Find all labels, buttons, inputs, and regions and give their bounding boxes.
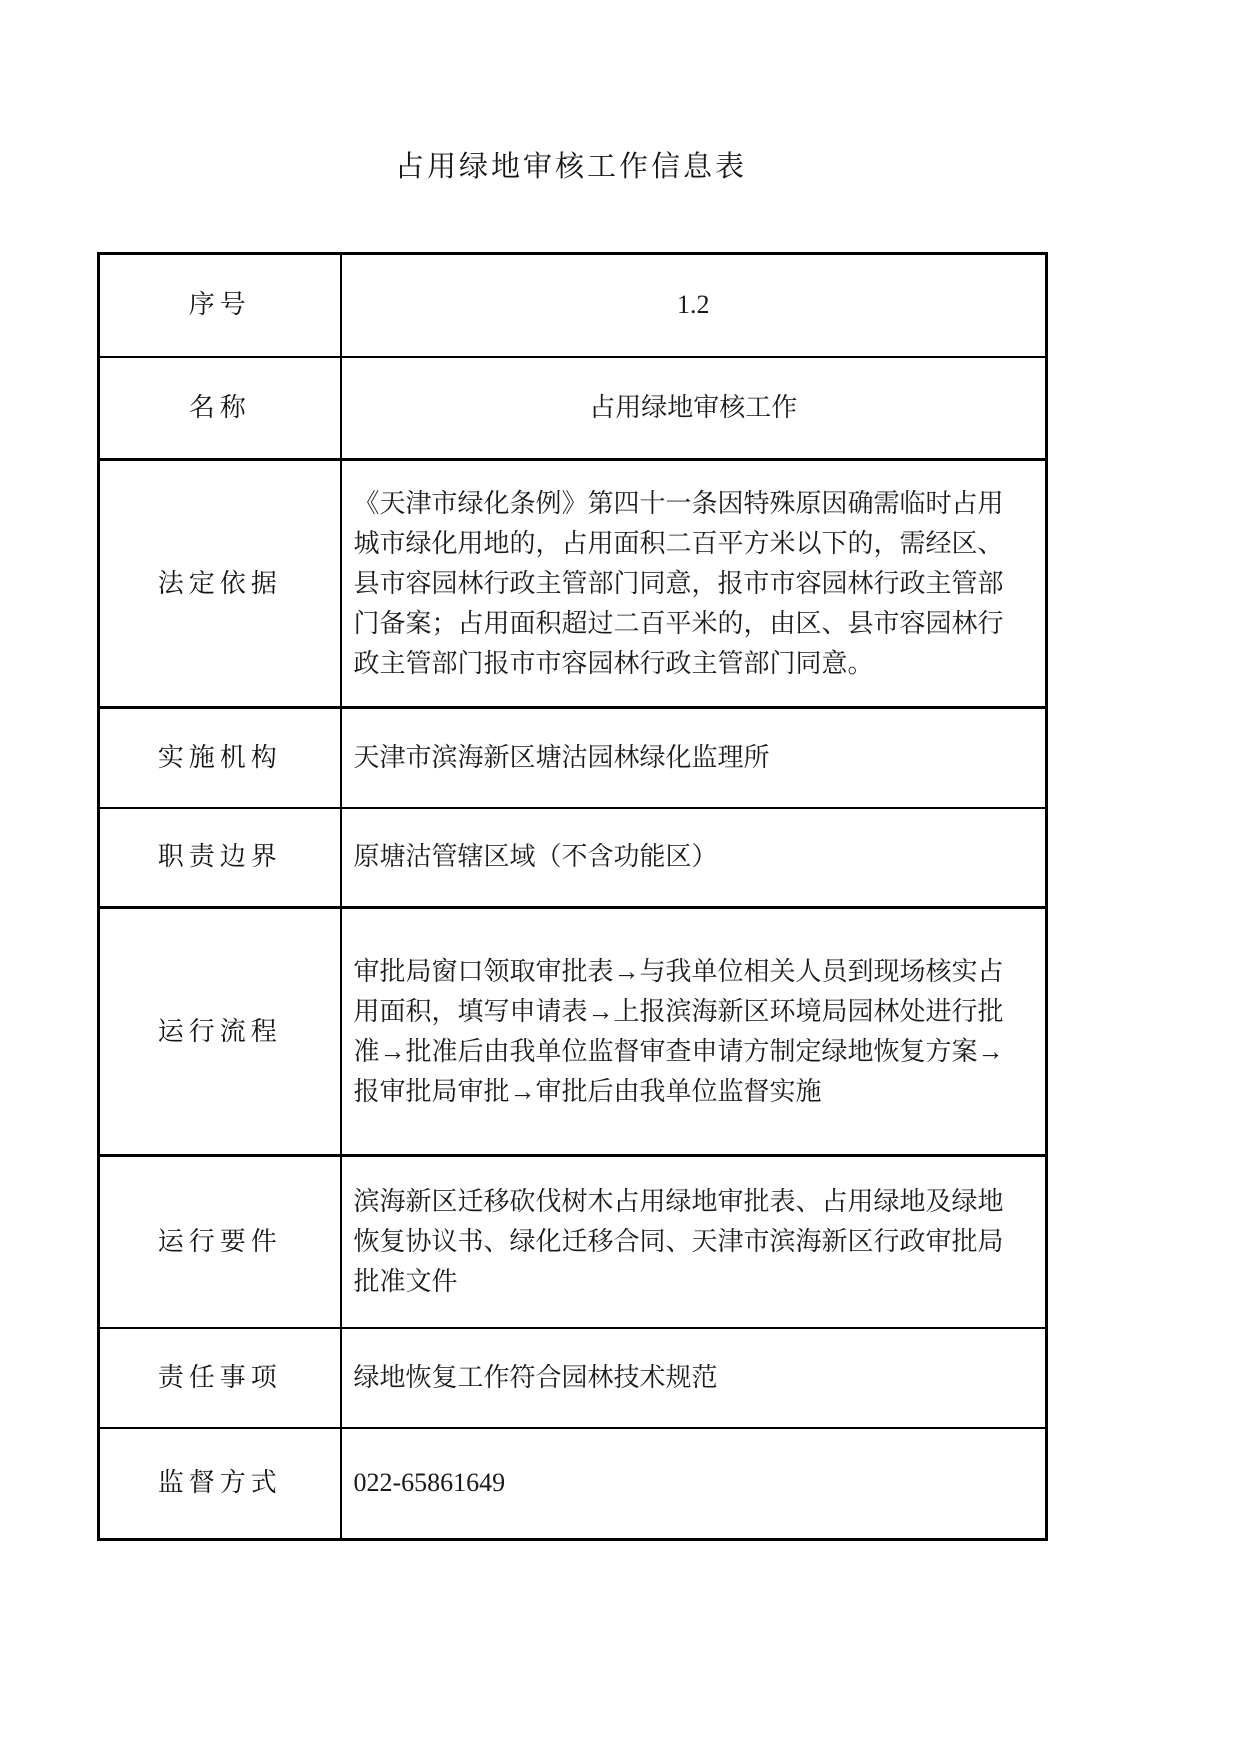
row-value: 滨海新区迁移砍伐树木占用绿地审批表、占用绿地及绿地恢复协议书、绿化迁移合同、天津市滨海新区行政审批局批准文件 xyxy=(341,1156,1047,1328)
row-label: 运行流程 xyxy=(99,908,341,1156)
row-label: 监督方式 xyxy=(99,1428,341,1540)
table-row-name xyxy=(99,357,1047,460)
table-row-operation-process xyxy=(99,908,1047,1156)
row-label: 序号 xyxy=(99,254,341,357)
table-row-operation-requirements xyxy=(99,1156,1047,1328)
table-row-implementing-agency xyxy=(99,708,1047,808)
table-row-supervision-method xyxy=(99,1428,1047,1540)
row-value: 1.2 xyxy=(341,254,1047,357)
row-label: 名称 xyxy=(99,357,341,460)
row-value: 天津市滨海新区塘沽园林绿化监理所 xyxy=(341,708,1047,808)
row-value: 绿地恢复工作符合园林技术规范 xyxy=(341,1328,1047,1428)
row-value: 原塘沽管辖区域（不含功能区） xyxy=(341,808,1047,908)
row-label: 运行要件 xyxy=(99,1156,341,1328)
info-table xyxy=(97,252,1048,1541)
row-value: 022-65861649 xyxy=(341,1428,1047,1540)
table-row-legal-basis xyxy=(99,460,1047,708)
document-title: 占用绿地审核工作信息表 xyxy=(394,151,747,183)
row-value: 占用绿地审核工作 xyxy=(341,357,1047,460)
table-row-responsibility-matters xyxy=(99,1328,1047,1428)
row-value: 审批局窗口领取审批表→与我单位相关人员到现场核实占用面积，填写申请表→上报滨海新区环境局园林处进行批准→批准后由我单位监督审查申请方制定绿地恢复方案→报审批局审批→审批后由我单位监督实施 xyxy=(341,908,1047,1156)
row-value: 《天津市绿化条例》第四十一条因特殊原因确需临时占用城市绿化用地的，占用面积二百平方米以下的，需经区、县市容园林行政主管部门同意，报市市容园林行政主管部门备案；占用面积超过二百平米的，由区、县市容园林行政主管部门报市市容园林行政主管部门同意。 xyxy=(341,460,1047,708)
row-label: 责任事项 xyxy=(99,1328,341,1428)
row-label: 法定依据 xyxy=(99,460,341,708)
row-label: 职责边界 xyxy=(99,808,341,908)
row-label: 实施机构 xyxy=(99,708,341,808)
table-row-responsibility-boundary xyxy=(99,808,1047,908)
table-row-serial-number xyxy=(99,254,1047,357)
